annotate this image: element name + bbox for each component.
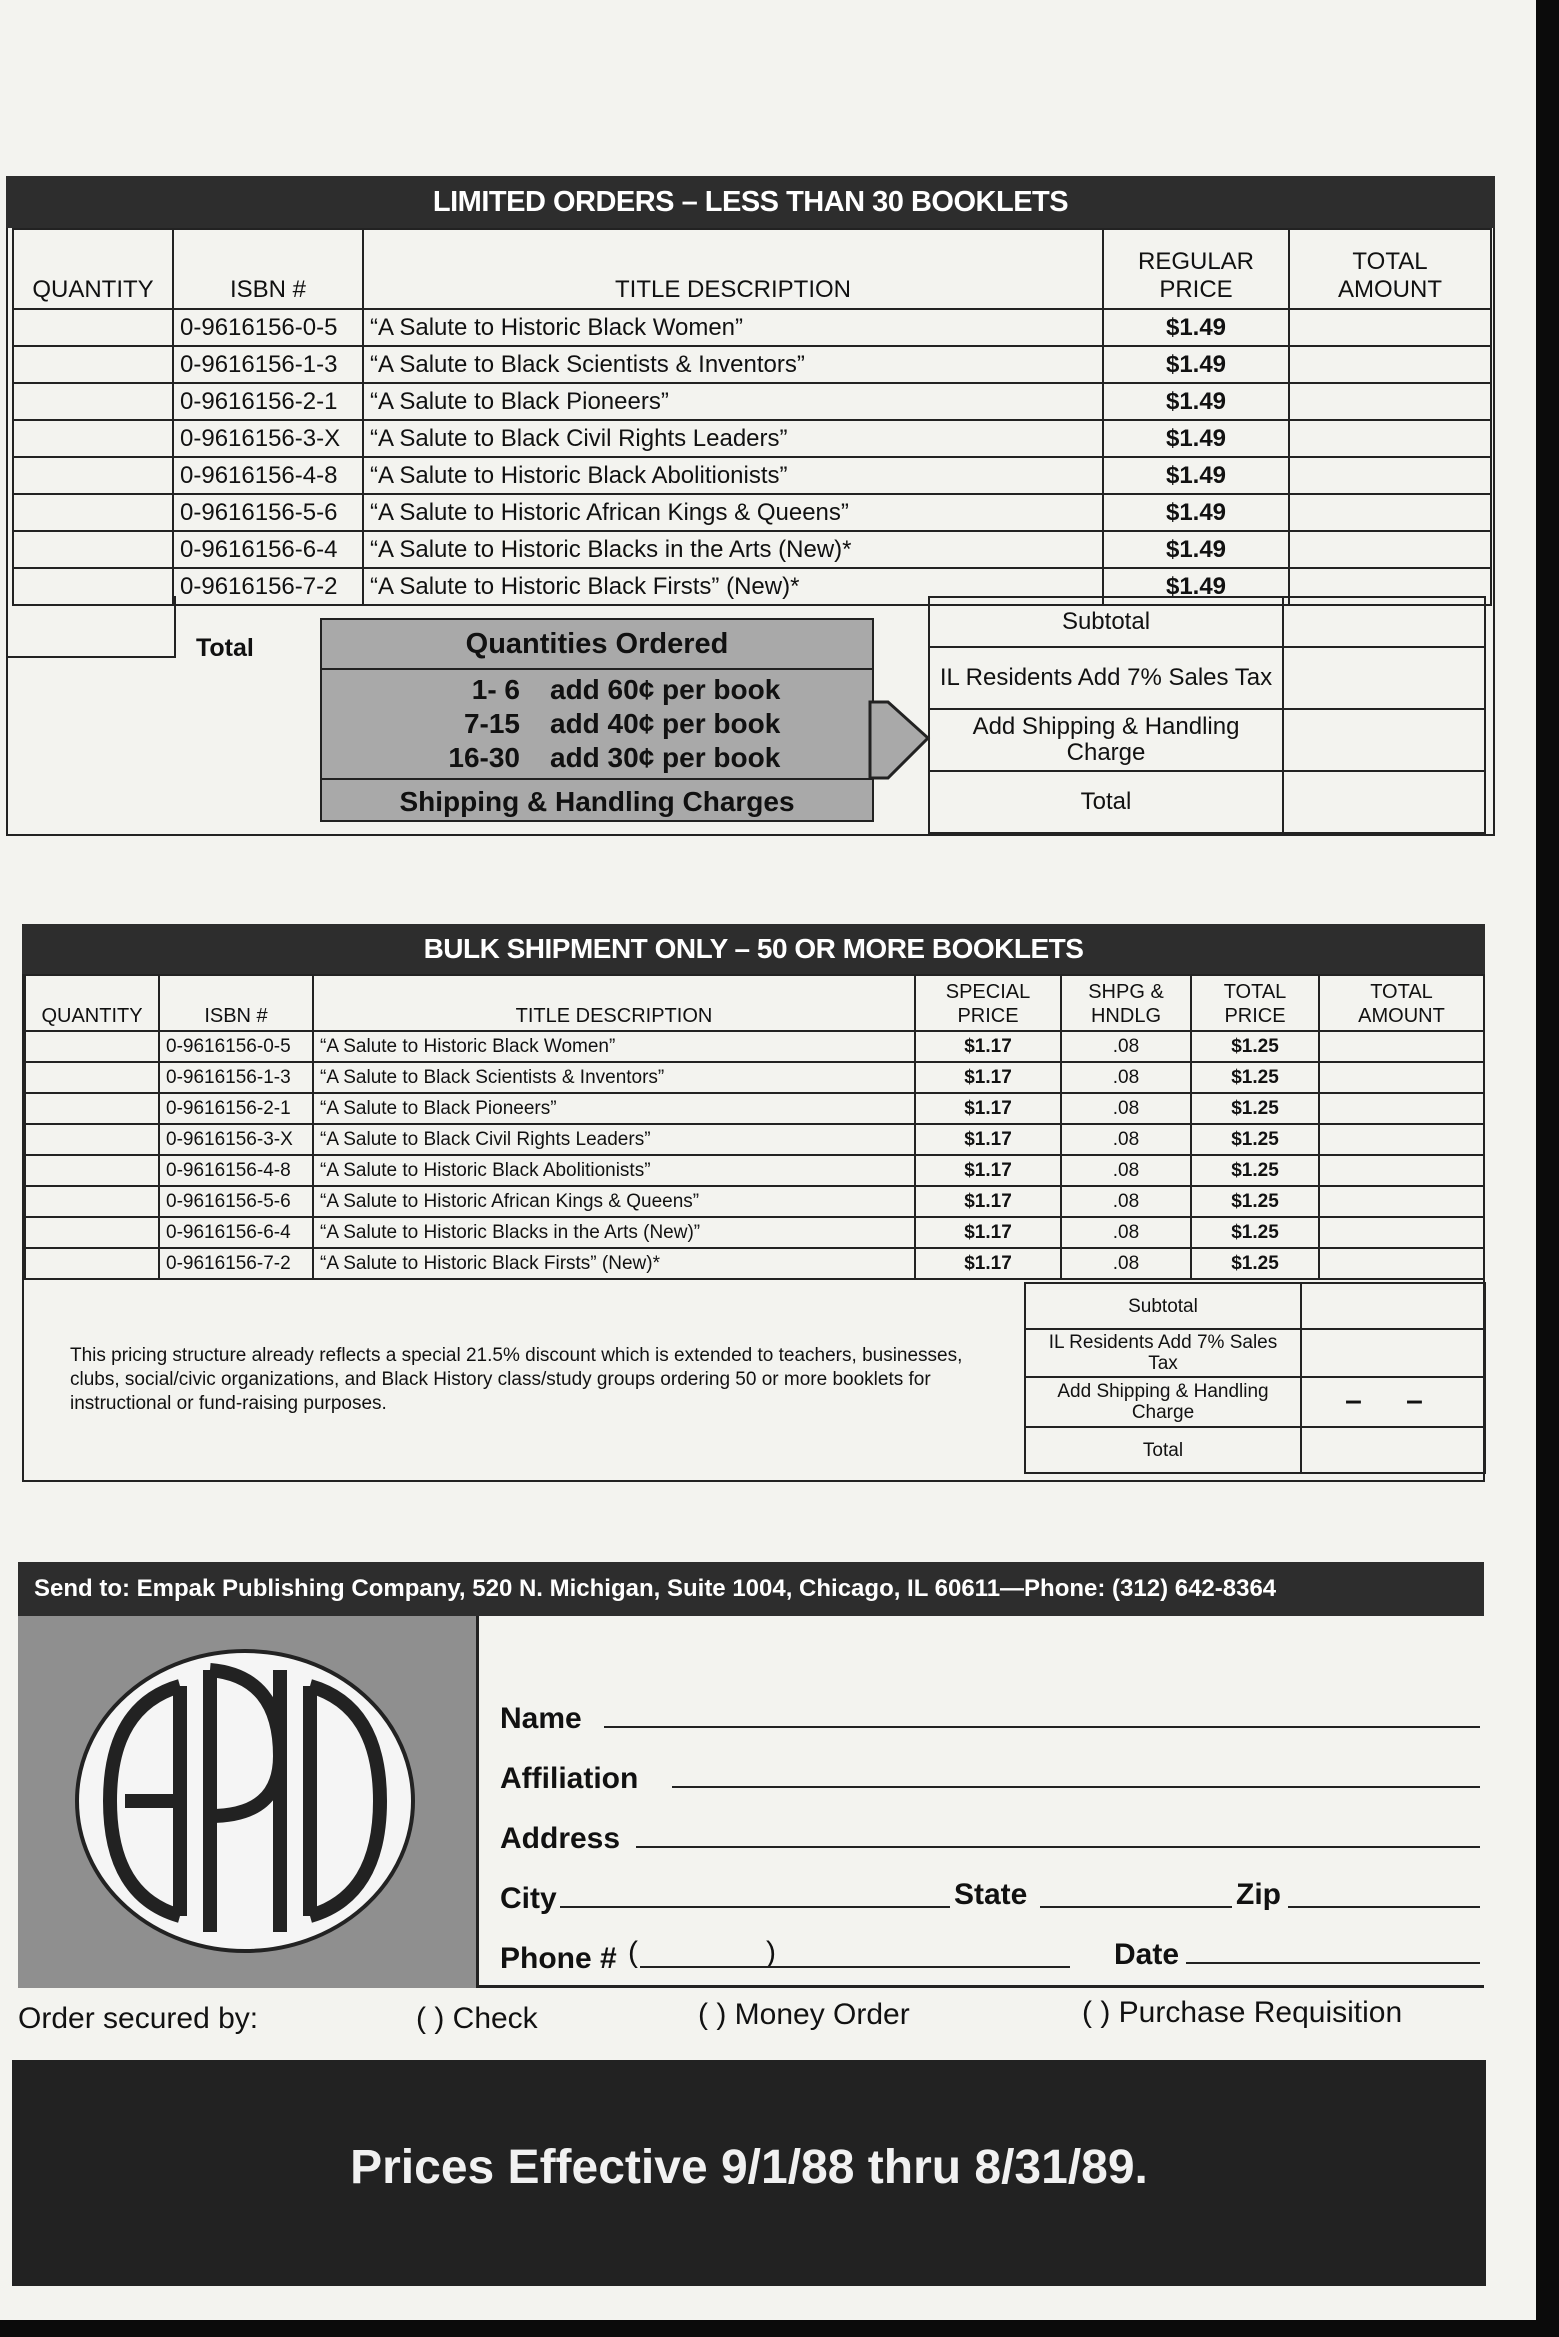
quantity-field[interactable] (25, 1124, 159, 1155)
shipping-cell: .08 (1061, 1186, 1191, 1217)
price-cell: $1.49 (1103, 568, 1289, 605)
amount-field[interactable] (1289, 420, 1491, 457)
isbn-cell: 0-9616156-2-1 (159, 1093, 313, 1124)
shipping-field[interactable] (1283, 709, 1485, 771)
table-row (13, 531, 1491, 568)
prices-effective-text: Prices Effective 9/1/88 thru 8/31/89. (350, 2141, 1148, 2194)
amount-field[interactable] (1319, 1062, 1484, 1093)
amount-field[interactable] (1289, 457, 1491, 494)
title-cell: “A Salute to Historic African Kings & Queens” (313, 1186, 915, 1217)
quantity-field[interactable] (13, 309, 173, 346)
quantity-field[interactable] (25, 1248, 159, 1279)
title-cell: “A Salute to Black Civil Rights Leaders” (363, 420, 1103, 457)
table-row (25, 1031, 1484, 1062)
table-row (25, 1093, 1484, 1124)
quantity-field[interactable] (13, 346, 173, 383)
title-cell: “A Salute to Black Scientists & Inventors” (313, 1062, 915, 1093)
amount-field[interactable] (1319, 1186, 1484, 1217)
send-to-address-bar: Send to: Empak Publishing Company, 520 N. Michigan, Suite 1004, Chicago, IL 60611—Phone: (312) 642-8364 (18, 1562, 1484, 1616)
subtotal-label: Subtotal (929, 597, 1283, 647)
subtotal-field[interactable] (1301, 1283, 1485, 1329)
quantity-field[interactable] (25, 1031, 159, 1062)
isbn-cell: 0-9616156-6-4 (159, 1217, 313, 1248)
isbn-cell: 0-9616156-7-2 (159, 1248, 313, 1279)
table-row (13, 383, 1491, 420)
col-title: TITLE DESCRIPTION (363, 229, 1103, 309)
state-field[interactable] (1040, 1906, 1232, 1908)
title-cell: “A Salute to Black Pioneers” (363, 383, 1103, 420)
table-row (13, 309, 1491, 346)
quantity-field[interactable] (13, 420, 173, 457)
name-field[interactable] (604, 1726, 1480, 1728)
col-quantity: QUANTITY (13, 229, 173, 309)
sales-tax-field[interactable] (1283, 647, 1485, 709)
table-row (13, 457, 1491, 494)
limited-orders-heading: LIMITED ORDERS – LESS THAN 30 BOOKLETS (6, 176, 1495, 228)
isbn-cell: 0-9616156-1-3 (159, 1062, 313, 1093)
bulk-shipment-table (24, 974, 1485, 1280)
shipping-cell: .08 (1061, 1124, 1191, 1155)
amount-field[interactable] (1319, 1155, 1484, 1186)
quantity-field[interactable] (13, 457, 173, 494)
shipping-cell: .08 (1061, 1062, 1191, 1093)
title-cell: “A Salute to Historic Blacks in the Arts (New)* (363, 531, 1103, 568)
quantity-field[interactable] (13, 494, 173, 531)
secured-label: Order secured by: (18, 2002, 259, 2035)
shipping-cell: .08 (1061, 1248, 1191, 1279)
special-price-cell: $1.17 (915, 1186, 1061, 1217)
limited-total-quantity-field[interactable] (8, 596, 176, 658)
amount-field[interactable] (1289, 309, 1491, 346)
date-field[interactable] (1186, 1962, 1480, 1964)
isbn-cell: 0-9616156-6-4 (173, 531, 363, 568)
quantity-field[interactable] (25, 1093, 159, 1124)
affiliation-field[interactable] (672, 1786, 1480, 1788)
limited-total-label: Total (196, 634, 254, 662)
shipping-cell: .08 (1061, 1155, 1191, 1186)
limited-orders-table (12, 228, 1492, 606)
shipping-cell: .08 (1061, 1217, 1191, 1248)
state-label: State (954, 1878, 1028, 1911)
amount-field[interactable] (1289, 383, 1491, 420)
price-cell: $1.49 (1103, 309, 1289, 346)
amount-field[interactable] (1319, 1093, 1484, 1124)
quantity-field[interactable] (25, 1186, 159, 1217)
col-regular-price: REGULAR PRICE (1103, 229, 1289, 309)
isbn-cell: 0-9616156-3-X (159, 1124, 313, 1155)
check-option[interactable]: ( ) Check (416, 2002, 538, 2035)
table-row (25, 1155, 1484, 1186)
col-shipping-handling: SHPG & HNDLG (1061, 975, 1191, 1031)
title-cell: “A Salute to Historic Black Abolitionists” (363, 457, 1103, 494)
isbn-cell: 0-9616156-4-8 (173, 457, 363, 494)
table-row (25, 1217, 1484, 1248)
epc-logo (70, 1646, 420, 1956)
amount-field[interactable] (1319, 1124, 1484, 1155)
price-cell: $1.49 (1103, 494, 1289, 531)
amount-field[interactable] (1319, 1031, 1484, 1062)
col-isbn: ISBN # (159, 975, 313, 1031)
table-row (25, 1124, 1484, 1155)
shipping-label: Add Shipping & Handling Charge (1025, 1377, 1301, 1427)
city-label: City (500, 1882, 557, 1915)
price-cell: $1.49 (1103, 420, 1289, 457)
isbn-cell: 0-9616156-0-5 (173, 309, 363, 346)
col-quantity: QUANTITY (25, 975, 159, 1031)
total-label: Total (1025, 1427, 1301, 1473)
special-price-cell: $1.17 (915, 1124, 1061, 1155)
table-row (25, 1186, 1484, 1217)
col-total-amount: TOTAL AMOUNT (1289, 229, 1491, 309)
table-row (25, 1248, 1484, 1279)
isbn-cell: 0-9616156-4-8 (159, 1155, 313, 1186)
quantity-field[interactable] (25, 1155, 159, 1186)
affiliation-label: Affiliation (500, 1762, 639, 1795)
special-price-cell: $1.17 (915, 1248, 1061, 1279)
arrow-right-icon (868, 666, 932, 782)
quantity-field[interactable] (25, 1217, 159, 1248)
isbn-cell: 0-9616156-2-1 (173, 383, 363, 420)
shipping-cell: .08 (1061, 1093, 1191, 1124)
price-cell: $1.49 (1103, 531, 1289, 568)
city-field[interactable] (560, 1906, 950, 1908)
phone-area-open: ( (628, 1936, 638, 1969)
customer-info-form (476, 1616, 1484, 1988)
date-label: Date (1114, 1938, 1180, 1971)
amount-field[interactable] (1319, 1217, 1484, 1248)
title-cell: “A Salute to Historic Black Firsts” (New)* (363, 568, 1103, 605)
total-field[interactable] (1283, 771, 1485, 833)
phone-field[interactable] (640, 1966, 1070, 1968)
col-total-amount: TOTAL AMOUNT (1319, 975, 1484, 1031)
sales-tax-label: IL Residents Add 7% Sales Tax (929, 647, 1283, 709)
special-price-cell: $1.17 (915, 1062, 1061, 1093)
total-price-cell: $1.25 (1191, 1031, 1319, 1062)
isbn-cell: 0-9616156-1-3 (173, 346, 363, 383)
zip-field[interactable] (1288, 1906, 1480, 1908)
special-price-cell: $1.17 (915, 1155, 1061, 1186)
special-price-cell: $1.17 (915, 1217, 1061, 1248)
zip-label: Zip (1236, 1878, 1281, 1911)
shipping-value: – – (1345, 1383, 1441, 1417)
address-label: Address (500, 1822, 621, 1855)
quantity-field[interactable] (25, 1062, 159, 1093)
quantities-ordered-title: Quantities Ordered (320, 618, 874, 670)
bulk-summary-table (1024, 1282, 1486, 1474)
col-total-price: TOTAL PRICE (1191, 975, 1319, 1031)
title-cell: “A Salute to Historic African Kings & Queens” (363, 494, 1103, 531)
amount-field[interactable] (1319, 1248, 1484, 1279)
shipping-cell: .08 (1061, 1031, 1191, 1062)
sales-tax-label: IL Residents Add 7% Sales Tax (1025, 1329, 1301, 1377)
table-row (13, 346, 1491, 383)
isbn-cell: 0-9616156-5-6 (159, 1186, 313, 1217)
title-cell: “A Salute to Historic Black Abolitionists” (313, 1155, 915, 1186)
title-cell: “A Salute to Historic Blacks in the Arts (New)” (313, 1217, 915, 1248)
shipping-handling-footer: Shipping & Handling Charges (320, 778, 874, 822)
tier-row: 16-30 add 30¢ per book (448, 742, 781, 773)
total-price-cell: $1.25 (1191, 1248, 1319, 1279)
total-price-cell: $1.25 (1191, 1155, 1319, 1186)
tier-row: 1- 6 add 60¢ per book (471, 674, 781, 705)
col-special-price: SPECIAL PRICE (915, 975, 1061, 1031)
title-cell: “A Salute to Black Pioneers” (313, 1093, 915, 1124)
title-cell: “A Salute to Historic Black Firsts” (New)* (313, 1248, 915, 1279)
tier-row: 7-15 add 40¢ per book (463, 708, 781, 739)
total-price-cell: $1.25 (1191, 1217, 1319, 1248)
purchase-requisition-option[interactable]: ( ) Purchase Requisition (1082, 1996, 1403, 2029)
sales-tax-field[interactable] (1301, 1329, 1485, 1377)
col-isbn: ISBN # (173, 229, 363, 309)
limited-summary-table (928, 596, 1486, 834)
quantity-field[interactable] (13, 383, 173, 420)
col-title: TITLE DESCRIPTION (313, 975, 915, 1031)
shipping-label: Add Shipping & Handling Charge (929, 709, 1283, 771)
special-price-cell: $1.17 (915, 1031, 1061, 1062)
isbn-cell: 0-9616156-0-5 (159, 1031, 313, 1062)
address-field[interactable] (636, 1846, 1480, 1848)
subtotal-field[interactable] (1283, 597, 1485, 647)
title-cell: “A Salute to Historic Black Women” (313, 1031, 915, 1062)
shipping-field[interactable] (1301, 1377, 1485, 1427)
amount-field[interactable] (1289, 494, 1491, 531)
price-cell: $1.49 (1103, 383, 1289, 420)
bulk-shipment-heading: BULK SHIPMENT ONLY – 50 OR MORE BOOKLETS (22, 924, 1485, 974)
total-price-cell: $1.25 (1191, 1062, 1319, 1093)
table-row (13, 494, 1491, 531)
total-price-cell: $1.25 (1191, 1124, 1319, 1155)
total-price-cell: $1.25 (1191, 1186, 1319, 1217)
price-cell: $1.49 (1103, 457, 1289, 494)
isbn-cell: 0-9616156-5-6 (173, 494, 363, 531)
subtotal-label: Subtotal (1025, 1283, 1301, 1329)
isbn-cell: 0-9616156-3-X (173, 420, 363, 457)
table-row (25, 1062, 1484, 1093)
bulk-pricing-note: This pricing structure already reflects a special 21.5% discount which is extended to teachers, businesses, clubs, social/civic organizations, and Black History class/study groups ordering 50 or more booklets for instructional or fund-raising purposes. (70, 1345, 963, 1414)
amount-field[interactable] (1289, 346, 1491, 383)
name-label: Name (500, 1702, 582, 1735)
isbn-cell: 0-9616156-7-2 (173, 568, 363, 605)
price-cell: $1.49 (1103, 346, 1289, 383)
amount-field[interactable] (1289, 531, 1491, 568)
phone-label: Phone # (500, 1942, 617, 1975)
quantity-field[interactable] (13, 531, 173, 568)
table-row (13, 420, 1491, 457)
title-cell: “A Salute to Historic Black Women” (363, 309, 1103, 346)
title-cell: “A Salute to Black Scientists & Inventors” (363, 346, 1103, 383)
title-cell: “A Salute to Black Civil Rights Leaders” (313, 1124, 915, 1155)
special-price-cell: $1.17 (915, 1093, 1061, 1124)
total-price-cell: $1.25 (1191, 1093, 1319, 1124)
total-label: Total (929, 771, 1283, 833)
total-field[interactable] (1301, 1427, 1485, 1473)
phone-area-close: ) (766, 1936, 776, 1969)
money-order-option[interactable]: ( ) Money Order (698, 1998, 910, 2031)
